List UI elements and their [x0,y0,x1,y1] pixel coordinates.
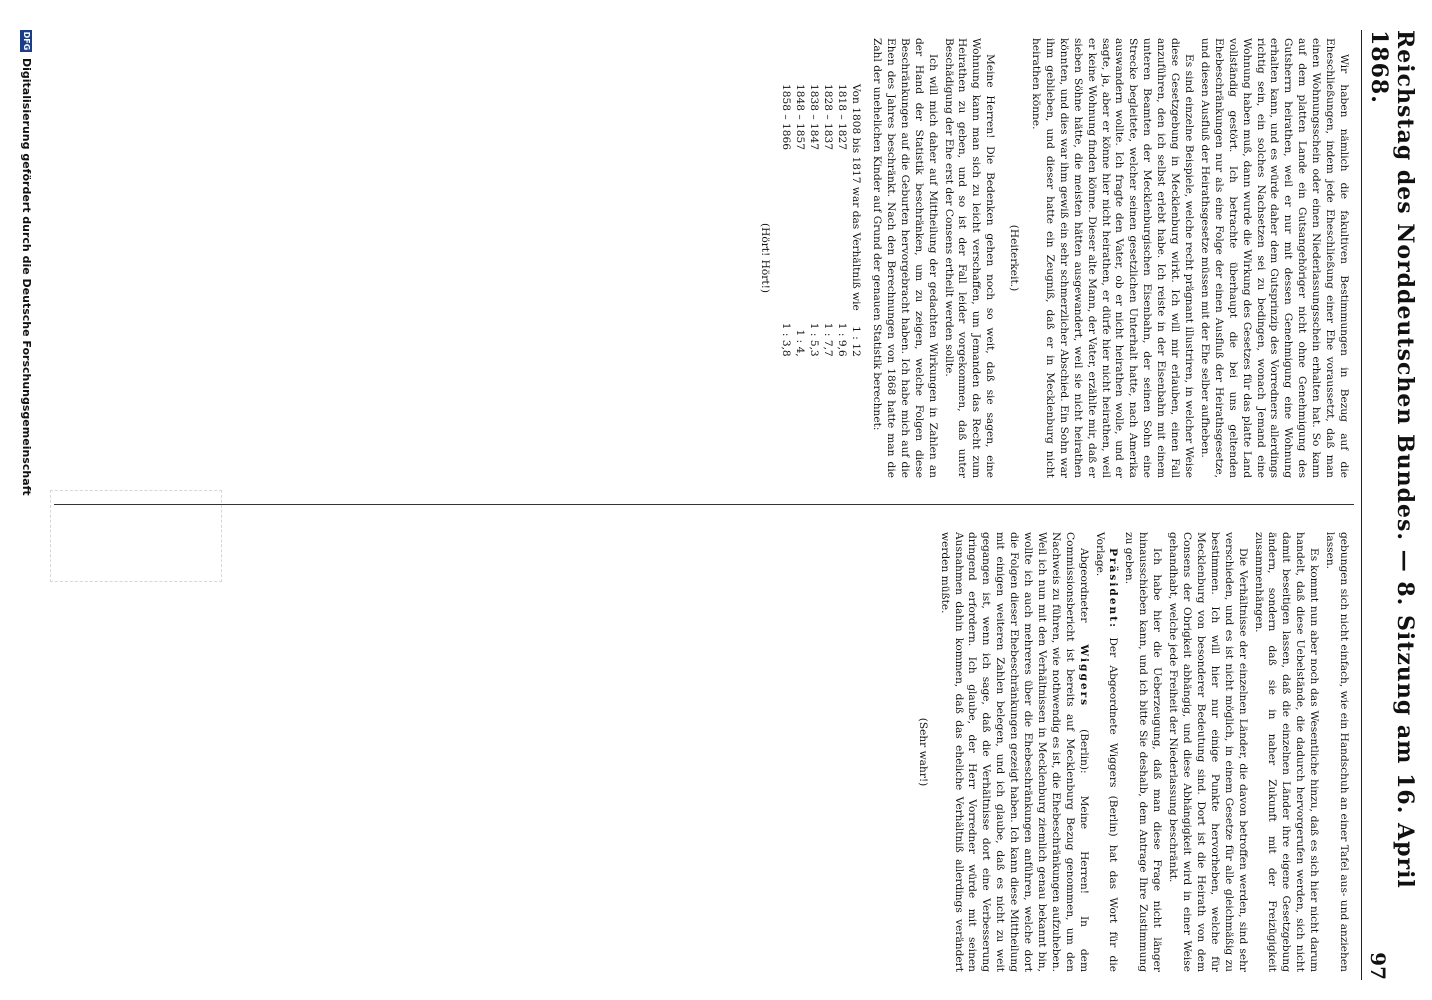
left-column [747,38,1350,478]
table-row [807,78,821,363]
table-row [849,78,863,363]
page-number: 97 [1366,952,1390,980]
table-row [821,78,835,363]
paragraph: Es sind einzelne Beispiele, welche recht prägnant illustriren, in welcher Weise diese Gesetzgebung in Mecklenburg wirkt. Ich will mir erlauben, einen Fall anzuführen, den ich selbst erlebt habe. Ich reiste in der Eisenbahn mit einem unteren Beamten der Mecklenburgischen Eisenbahn, der seinen Sohn eine Strecke begleitete, welcher seinen gesetzlichen Unterhalt hatte, nach Amerika auswandern wollte. Ich fragte den Vater, ob er nicht heirathen wolle, und er sagte, ja, aber er könne hier nicht heirathen, er dürfe hier nicht heirathen, weil er keine Wohnung finden könne. Dieser alte Mann, der Vater, erzählte mir, daß er sieben Söhne hätte, die meisten hätten ausgewandert, weil sie nicht heirathen könnten, und dies war ihm gewiß ein sehr schmerzlicher Abschied. Ein Sohn war ihm geblieben, und dieser hatte ein Zeugniß, daß er in Mecklenburg nicht heirathen könne. [1030,38,1196,478]
period-cell: 1858 – 1866 [780,84,793,150]
period-cell: 1848 – 1857 [794,84,807,150]
period-cell: Von 1808 bis 1817 war das Verhältniß wie [850,84,863,311]
header-title: Reichstag des Norddeutschen Bundes. — 8. Sitzung am 16. April 1868. [1366,30,1418,889]
column-divider [54,504,1354,505]
table-row [779,78,793,363]
speaker-place: (Berlin): [1077,729,1090,774]
paragraph: Meine Herren! Die Bedenken gehen noch so weit, daß sie sagen, eine Wohnung kann man sich zu leicht verschaffen, um Jemanden das Recht zum Heirathen zu geben, und so ist der Fall leider vorgekommen, daß unter Beschädigung der Ehe erst der Consens ertheilt werden sollte. [942,38,997,478]
page-header [1361,30,1418,980]
paragraph: Ich habe hier die Ueberzeugung, daß man diese Frage nicht länger hinausschieben kann, und ich bitte Sie deshalb, dem Antrage Ihre Zustimmung zu geben. [1123,532,1164,972]
ratio-cell: 1 : 12 [850,326,863,357]
stage-direction: (Heiterkeit.) [1008,224,1021,292]
ratio-cell: 1 : 5,3 [808,322,821,357]
period-cell: 1818 – 1827 [836,84,849,150]
credit-text: Digitalisierung gefördert durch die Deutsche Forschungsgemeinschaft [20,58,33,496]
paragraph: gebungen sich nicht einfach, wie ein Handschuh an einer Tafel aus- und anziehen lassen. [1324,532,1350,972]
president-label: Präsident: [1107,548,1120,630]
statistics-table [779,78,863,363]
ratio-cell: 1 : 3,8 [780,322,793,357]
statistics-intro: Ich will mich daher auf Mittheilung der gedachten Wirkungen in Zahlen an der Hand der Statistik beschränken, um zu zeigen, welche Folgen diese Beschränkungen auf die Geburten hervorgebracht haben. Ich habe mich auf die Ehen des Jahres beschränkt. Nach den Berechnungen von 1868 hatte man die Zahl der unehelichen Kinder auf Grund der genauen Statistik berechnet: [871,38,939,478]
speaker-name: Wiggers [1077,644,1090,708]
speaker-prefix: Abgeordneter [1077,548,1090,645]
president-text: Der Abgeordnete Wiggers (Berlin) hat das Wort für die Vorlage. [1093,532,1120,972]
table-row [835,78,849,363]
period-cell: 1838 – 1847 [808,84,821,150]
digitization-credit [20,30,33,980]
speaker-text: Meine Herren! In dem Commissionsbericht ist bereits auf Mecklenburg Bezug genommen, um den Nachweis zu führen, wie nothwendig es ist, die Ehebeschränkungen aufzuheben. Weil ich nun mit den Verhältnissen in Mecklenburg ziemlich genau bekannt bin, wollte ich auch mehreres über die Ehebeschränkungen anführen, welche dort die Folgen dieser Ehebeschränkungen gezeigt haben. Ich kann diese Mittheilung mit einigen weiteren Zahlen belegen, und ich glaube, daß es nicht zu weit gegangen ist, wenn ich sage, daß die Verhältnisse dort eine Verbesserung dringend erfordern. Ich glaube, der Herr Vorredner würde mit seinen Ausnahmen dahin kommen, daß das eheliche Verhältniß allerdings verändert werden müßte. [938,532,1090,972]
ratio-cell: 1 : 4, [794,329,807,357]
scan-smudge [50,490,222,582]
newspaper-page [20,30,1418,980]
paragraph: Es kommt nun aber noch das Wesentliche hinzu, daß es sich hier nicht darum handelt, daß diese Uebelstände, die dadurch hervorgerufen werden, sich nicht damit beseitigen lassen, daß die einzelnen Länder ihre eigene Gesetzgebung ändern, sondern daß sie in naher Zukunft mit der Freizügigkeit zusammenhängen. [1252,532,1321,972]
stage-direction: (Sehr wahr!) [916,717,929,787]
ratio-cell: 1 : 7,7 [822,322,835,357]
paragraph: Wir haben nämlich die fakultiven Bestimmungen in Bezug auf die Eheschließungen, indem jede Eheschließung einer Ehe voraussetzt, daß man einen Wohnungsschein oder einen Niederlassungsschein erhalten hat. So kann auf dem platten Lande ein Gutsangehöriger nicht ohne Genehmigung des Gutsherrn heirathen, weil er nur mit dessen Genehmigung eine Wohnung erhalten kann, und es würde daher dem Gutsprinzip des Vorredners allerdings richtig sein, ein solches Nachsetzen sei zu bedingen, wonach Jemand eine Wohnung haben muß, dann wurde die Wirkung des Gesetzes für das platte Land vollständig gestört. Ich betrachte überhaupt die bei uns geltenden Ehebeschränkungen nur als eine Folge der einen Ausfluß der Heirathsgesetze, und diesen Ausfluß der Heirathsgesetze müssen mit der Ehe selber aufheben. [1198,38,1350,478]
dfg-logo: DFG [22,31,32,51]
ratio-cell: 1 : 9,6 [836,322,849,357]
right-column [905,532,1350,972]
president-remark [1092,532,1120,972]
paragraph: Die Verhältnisse der einzelnen Länder, die davon betroffen werden, sind sehr verschieden, und es ist nicht möglich, in einem Gesetze für alle gleichmäßig zu bestimmen. Ich will hier nur einige Punkte hervorheben, welche für Mecklenburg von besonderer Bedeutung sind. Dort ist die Heirath von dem Consens der Obrigkeit abhängig, und diese Abhängigkeit wird in einer Weise gehandhabt, welche jede Freiheit der Niederlassung beschränkt. [1167,532,1249,972]
stage-direction: (Hört! Hört!) [759,222,772,294]
speaker-remark [937,532,1090,972]
table-row [793,78,807,363]
period-cell: 1828 – 1837 [822,84,835,150]
